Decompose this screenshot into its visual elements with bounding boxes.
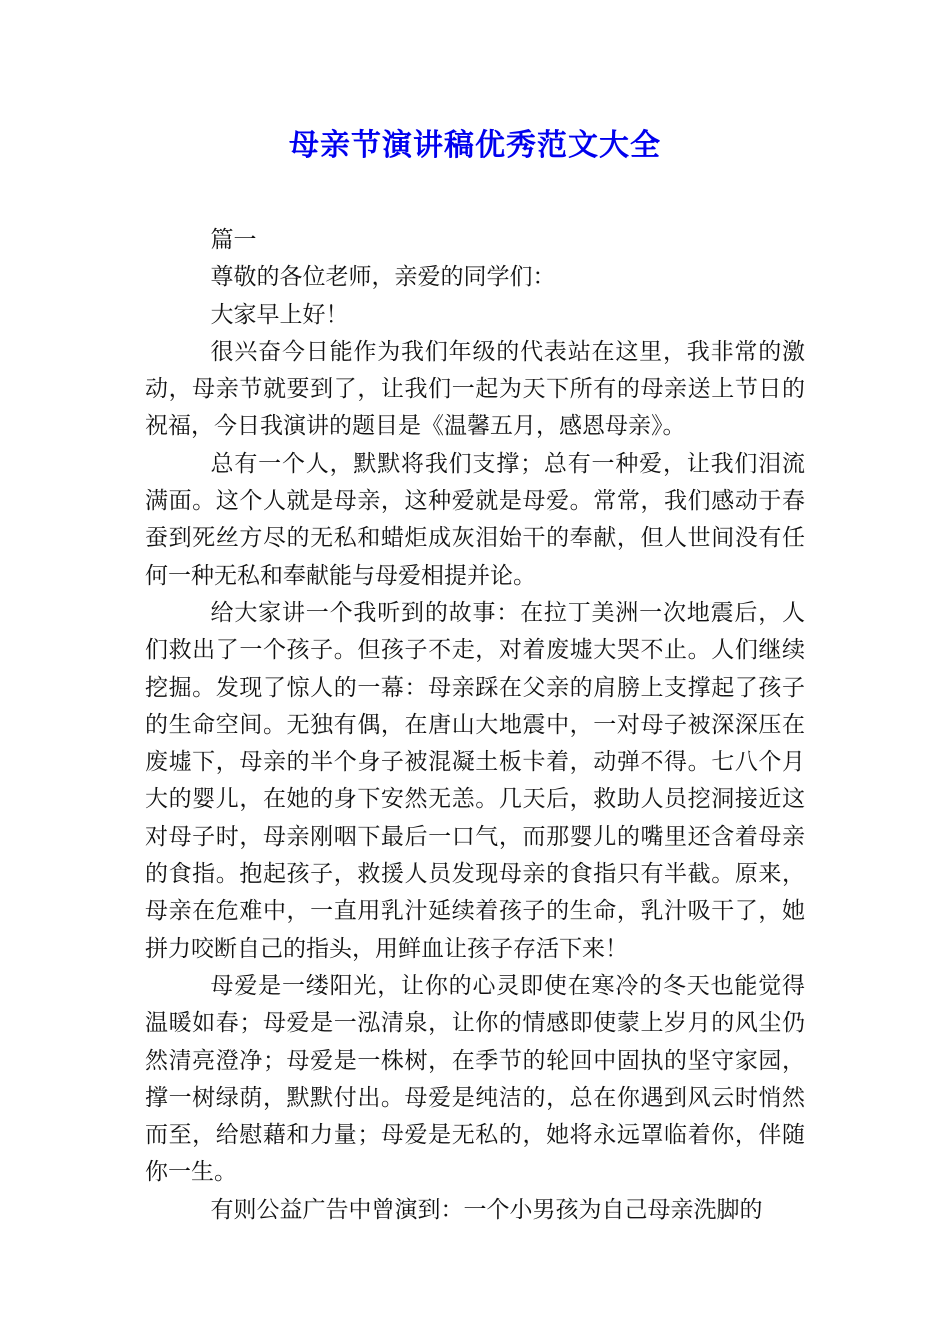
paragraph: 篇一 <box>210 227 257 253</box>
document-title: 母亲节演讲稿优秀范文大全 <box>289 128 661 163</box>
paragraph: 尊敬的各位老师，亲爱的同学们： <box>210 264 556 291</box>
paragraph: 总有一个人，默默将我们支撑；总有一种爱，让我们泪流满面。这个人就是母亲，这种爱就是母爱。常常，我们感动于春蚕到死丝方尽的无私和蜡炬成灰泪始干的奉献，但人世间没有任何一种无私和奉献能与母爱相提并论。 <box>145 450 805 589</box>
paragraph: 给大家讲一个我听到的故事：在拉丁美洲一次地震后，人们救出了一个孩子。但孩子不走，对着废墟大哭不止。人们继续挖掘。发现了惊人的一幕：母亲踩在父亲的肩膀上支撑起了孩子的生命空间。无独有偶，在唐山大地震中，一对母子被深深压在废墟下，母亲的半个身子被混凝土板卡着，动弹不得。七八个月大的婴儿，在她的身下安然无恙。几天后，救助人员挖洞接近这对母子时，母亲刚咽下最后一口气，而那婴儿的嘴里还含着母亲的食指。抱起孩子，救援人员发现母亲的食指只有半截。原来，母亲在危难中，一直用乳汁延续着孩子的生命，乳汁吸干了，她拼力咬断自己的指头，用鲜血让孩子存活下来！ <box>145 599 805 962</box>
paragraph: 母爱是一缕阳光，让你的心灵即使在寒冷的冬天也能觉得温暖如春；母爱是一泓清泉，让你的情感即使蒙上岁月的风尘仍然清亮澄净；母爱是一株树，在季节的轮回中固执的坚守家园，撑一树绿荫，默默付出。母爱是纯洁的，总在你遇到风云时悄然而至，给慰藉和力量；母爱是无私的，她将永远罩临着你，伴随你一生。 <box>145 972 805 1186</box>
document-body <box>145 222 805 1229</box>
paragraph: 有则公益广告中曾演到：一个小男孩为自己母亲洗脚的 <box>210 1196 763 1223</box>
paragraph: 大家早上好！ <box>210 301 349 328</box>
paragraph: 很兴奋今日能作为我们年级的代表站在这里，我非常的激动，母亲节就要到了，让我们一起为天下所有的母亲送上节日的祝福，今日我演讲的题目是《温馨五月，感恩母亲》。 <box>145 338 805 440</box>
